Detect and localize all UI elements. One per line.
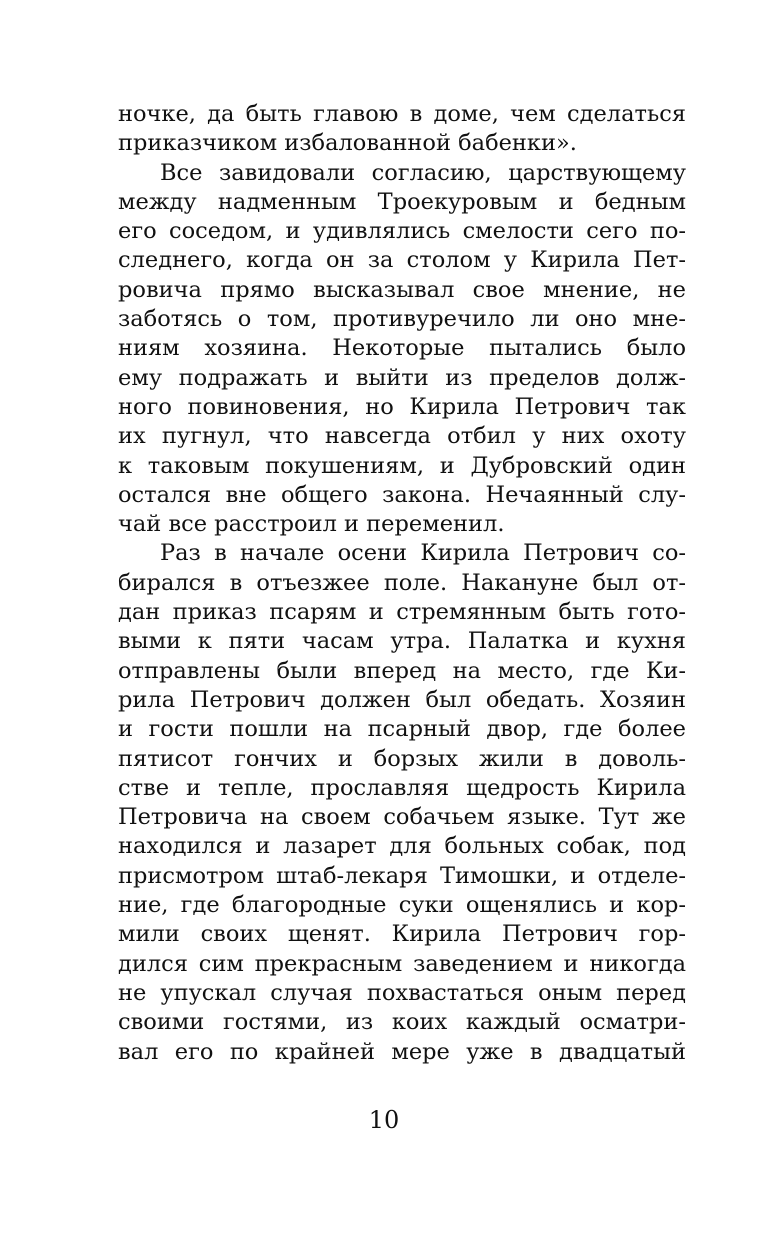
text-line: не упускал случая похвастаться оным перед xyxy=(118,979,686,1006)
text-line: ного повиновения, но Кирила Петрович так xyxy=(118,393,686,420)
text-line: Петровича на своем собачьем языке. Тут же xyxy=(118,804,686,831)
page-number: 10 xyxy=(368,1106,400,1134)
text-line: ему подражать и выйти из пределов долж- xyxy=(118,364,686,391)
text-line: своими гостями, из коих каждый осматри- xyxy=(118,1009,686,1036)
text-line: ние, где благородные суки ощенялись и кор- xyxy=(118,892,686,919)
text-line: ночке, да быть главою в доме, чем сделаться xyxy=(118,101,686,127)
text-line: их пугнул, что навсегда отбил у них охоту xyxy=(118,423,686,450)
text-line: заботясь о том, противуречило ли оно мне- xyxy=(118,306,686,333)
text-line: остался вне общего закона. Нечаянный слу- xyxy=(118,481,686,508)
text-line: вал его по крайней мере уже в двадцатый xyxy=(118,1038,686,1065)
text-line: чай все расстроил и переменил. xyxy=(118,511,505,538)
text-line: к таковым покушениям, и Дубровский один xyxy=(118,452,686,479)
text-line: между надменным Троекуровым и бедным xyxy=(118,188,686,215)
text-line: его соседом, и удивлялись смелости сего по- xyxy=(118,218,686,245)
body-text xyxy=(118,100,686,1067)
text-line: находился и лазарет для больных собак, под xyxy=(118,833,686,860)
text-line: дан приказ псарям и стремянным быть гото- xyxy=(118,599,686,626)
text-line: следнего, когда он за столом у Кирила Пет- xyxy=(118,247,686,274)
text-line: ровича прямо высказывал свое мнение, не xyxy=(118,276,686,303)
text-line: стве и тепле, прославляя щедрость Кирила xyxy=(118,774,686,801)
text-line: пятисот гончих и борзых жили в доволь- xyxy=(118,745,686,772)
text-line: мили своих щенят. Кирила Петрович гор- xyxy=(118,921,686,948)
text-line: рила Петрович должен был обедать. Хозяин xyxy=(118,686,686,713)
text-line: дился сим прекрасным заведением и никогда xyxy=(118,950,686,977)
text-line: и гости пошли на псарный двор, где более xyxy=(118,716,686,743)
text-line: отправлены были вперед на место, где Ки- xyxy=(118,657,686,684)
text-line: выми к пяти часам утра. Палатка и кухня xyxy=(118,628,686,655)
paragraph-first-line: Раз в начале осени Кирила Петрович со- xyxy=(160,540,686,567)
text-line: присмотром штаб-лекаря Тимошки, и отделе- xyxy=(118,862,686,889)
paragraph-first-line: Все завидовали согласию, царствующему xyxy=(160,159,686,186)
text-line: приказчиком избалованной бабенки». xyxy=(118,130,577,157)
text-line: бирался в отъезжее поле. Накануне был от- xyxy=(118,569,686,596)
text-line: ниям хозяина. Некоторые пытались было xyxy=(118,335,686,362)
